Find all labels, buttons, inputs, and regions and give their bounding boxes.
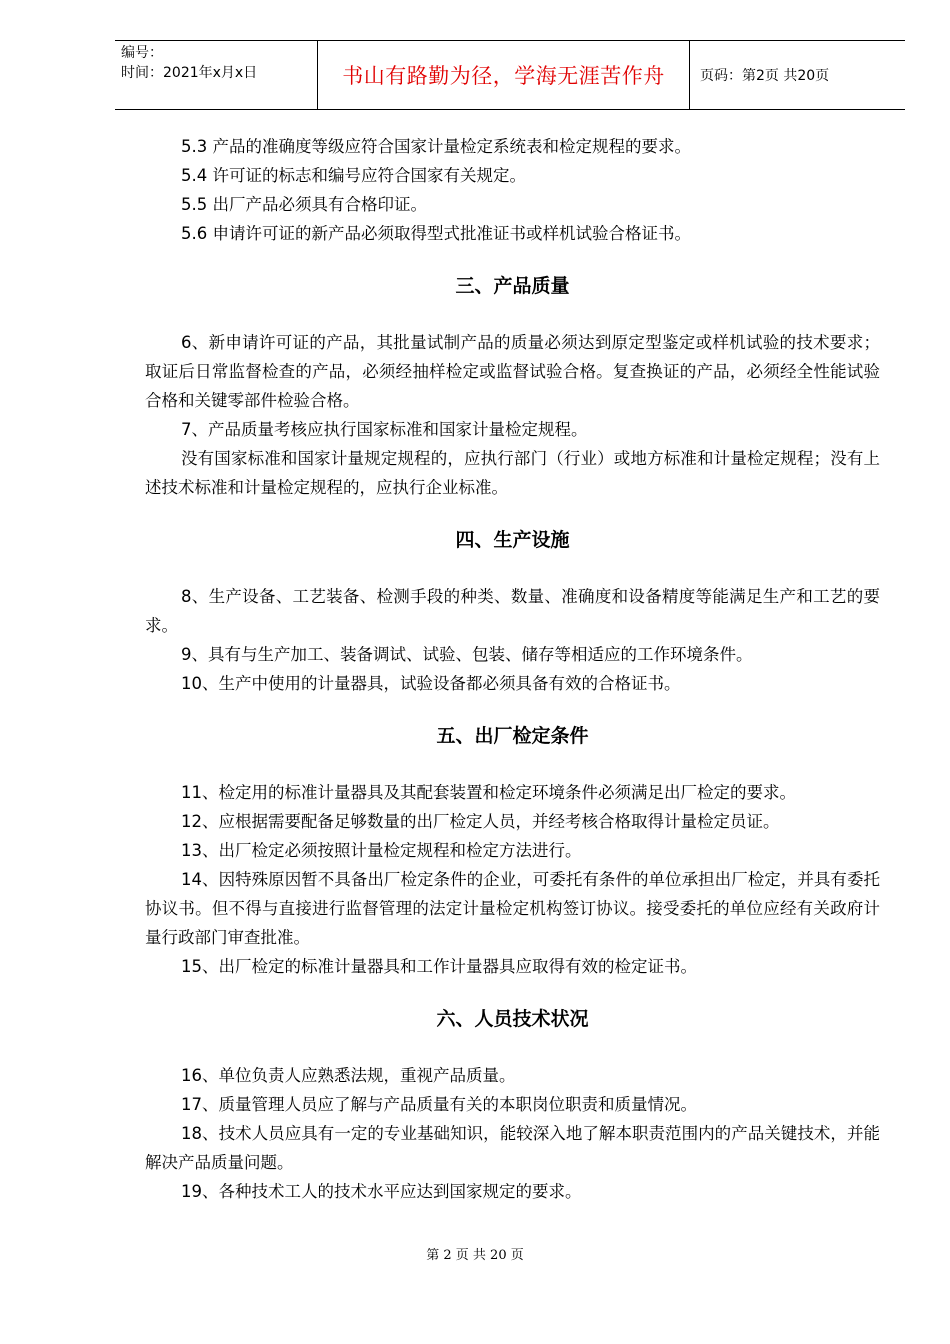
paragraph: 9、具有与生产加工、装备调试、试验、包装、储存等相适应的工作环境条件。 [181, 645, 753, 664]
paragraph: 8、生产设备、工艺装备、检测手段的种类、数量、准确度和设备精度等能满足生产和工艺的要求。 [145, 587, 880, 635]
page-header [115, 40, 905, 110]
page-label: 页码：第2页 共20页 [700, 68, 830, 84]
header-motto-cell [317, 41, 690, 109]
paragraph: 没有国家标准和国家计量规定规程的，应执行部门（行业）或地方标准和计量检定规程；没有上述技术标准和计量检定规程的，应执行企业标准。 [145, 449, 880, 497]
paragraph: 6、新申请许可证的产品，其批量试制产品的质量必须达到原定型鉴定或样机试验的技术要求；取证后日常监督检查的产品，必须经抽样检定或监督试验合格。复查换证的产品，必须经全性能试验合格和关键零部件检验合格。 [145, 333, 880, 410]
paragraph: 5.3 产品的准确度等级应符合国家计量检定系统表和检定规程的要求。 [181, 137, 691, 156]
paragraph: 7、产品质量考核应执行国家标准和国家计量检定规程。 [181, 420, 588, 439]
paragraph: 5.5 出厂产品必须具有合格印证。 [181, 195, 427, 214]
paragraph: 13、出厂检定必须按照计量检定规程和检定方法进行。 [181, 841, 582, 860]
paragraph: 5.6 申请许可证的新产品必须取得型式批准证书或样机试验合格证书。 [181, 224, 691, 243]
section-heading: 四、生产设施 [455, 529, 570, 551]
time-label: 时间：2021年x月x日 [121, 65, 258, 81]
paragraph: 10、生产中使用的计量器具，试验设备都必须具备有效的合格证书。 [181, 674, 681, 693]
paragraph: 12、应根据需要配备足够数量的出厂检定人员，并经考核合格取得计量检定员证。 [181, 812, 780, 831]
section-heading: 五、出厂检定条件 [436, 725, 589, 747]
header-info-cell [115, 41, 317, 109]
paragraph: 15、出厂检定的标准计量器具和工作计量器具应取得有效的检定证书。 [181, 957, 697, 976]
paragraph: 14、因特殊原因暂不具备出厂检定条件的企业，可委托有条件的单位承担出厂检定，并具有委托协议书。但不得与直接进行监督管理的法定计量检定机构签订协议。接受委托的单位应经有关政府计量行政部门审查批准。 [145, 870, 880, 947]
header-page-cell [690, 41, 905, 109]
section-heading: 三、产品质量 [455, 275, 570, 297]
paragraph: 11、检定用的标准计量器具及其配套装置和检定环境条件必须满足出厂检定的要求。 [181, 783, 796, 802]
number-label: 编号： [121, 45, 163, 61]
document-body [145, 132, 880, 1206]
paragraph: 19、各种技术工人的技术水平应达到国家规定的要求。 [181, 1182, 582, 1201]
paragraph: 18、技术人员应具有一定的专业基础知识，能较深入地了解本职责范围内的产品关键技术，并能解决产品质量问题。 [145, 1124, 880, 1172]
paragraph: 5.4 许可证的标志和编号应符合国家有关规定。 [181, 166, 526, 185]
paragraph: 17、质量管理人员应了解与产品质量有关的本职岗位职责和质量情况。 [181, 1095, 697, 1114]
page-footer: 第 2 页 共 20 页 [426, 1248, 524, 1263]
paragraph: 16、单位负责人应熟悉法规，重视产品质量。 [181, 1066, 516, 1085]
section-heading: 六、人员技术状况 [436, 1008, 589, 1030]
motto: 书山有路勤为径，学海无涯苦作舟 [342, 64, 665, 88]
